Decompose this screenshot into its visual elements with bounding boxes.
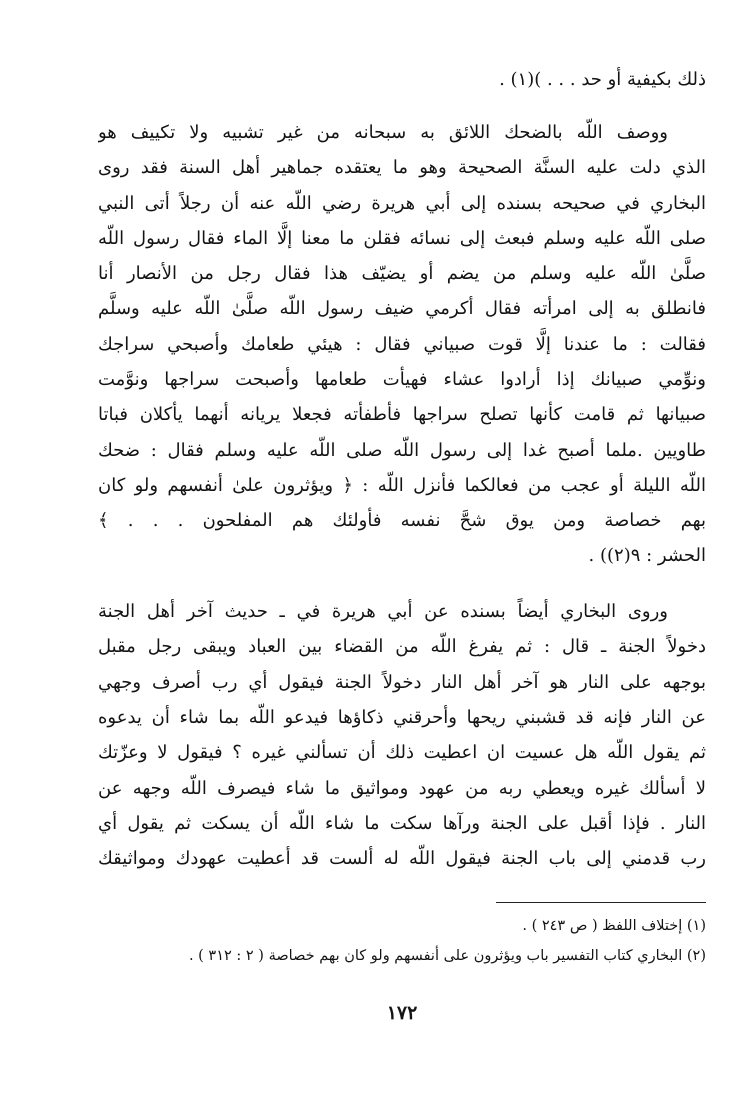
text-line: بهم خصاصة ومن يوق شحَّ نفسه فأولئك هم المفلحون . . . ﴾ <box>98 510 706 531</box>
text-line: فقالت : ما عندنا إلَّا قوت صبياني فقال : هيئي طعامك وأصبحي سراجك <box>98 334 706 355</box>
footnote: (٢) البخاري كتاب التفسير باب ويؤثرون على أنفسهم ولو كان بهم خصاصة ( ٢ : ٣١٢ ) . <box>188 948 706 964</box>
text-line: دخولاً الجنة ـ قال : ثم يفرغ اللّه من القضاء بين العباد ويبقى رجل مقبل <box>98 636 706 657</box>
text-line: لا أسألك غيره ويعطي ربه من عهود ومواثيق ما شاء فيصرف اللّه وجهه عن <box>98 778 706 799</box>
page-number: ١٧٢ <box>386 1002 418 1024</box>
text-line: ثم يقول اللّه هل عسيت ان اعطيت ذلك أن تسألني غيره ؟ فيقول لا وعزّتك <box>98 742 706 763</box>
footnote: (١) إختلاف اللفظ ( ص ٢٤٣ ) . <box>522 918 706 934</box>
footnote-divider <box>496 902 706 903</box>
text-line: الذي دلت عليه السنَّة الصحيحة وهو ما يعتقده جماهير أهل السنة فقد روى <box>98 157 706 178</box>
text-line: ونوِّمي صبيانك إذا أرادوا عشاء فهيأت طعامها وأصبحت سراجها ونوَّمت <box>98 369 706 390</box>
text-line: النار . فإذا أقبل على الجنة ورآها سكت ما شاء اللّه أن يسكت ثم يقول أي <box>98 813 706 834</box>
text-line: ووصف اللّه بالضحك اللائق به سبحانه من غير تشبيه ولا تكييف هو <box>98 122 668 143</box>
text-line: البخاري في صحيحه بسنده إلى أبي هريرة رضي اللّه عنه أن رجلاً أتى النبي <box>98 193 706 214</box>
text-line: رب قدمني إلى باب الجنة فيقول اللّه له ألست قد أعطيت عهودك ومواثيقك <box>98 848 706 869</box>
text-line: صبيانها ثم قامت كأنها تصلح سراجها فأطفأته فجعلا يريانه أنهما يأكلان فباتا <box>98 404 706 425</box>
text-line: بوجهه على النار هو آخر أهل النار دخولاً الجنة فيقول أي رب أصرف وجهي <box>98 672 706 693</box>
text-line: طاويين .ملما أصبح غدا إلى رسول اللّه صلى اللّه عليه وسلم فقال : ضحك <box>98 440 706 461</box>
text-line: صلَّىٰ اللّه عليه وسلم من يضم أو يضيّف هذا فقال رجل من الأنصار أنا <box>98 263 706 284</box>
text-line: عن النار فإنه قد قشبني ريحها وأحرقني ذكاؤها فيدعو اللّه بما شاء أن يدعوه <box>98 707 706 728</box>
text-line: صلى اللّه عليه وسلم فبعث إلى نسائه فقلن ما معنا إلَّا الماء فقال رسول اللّه <box>98 228 706 249</box>
text-line: الحشر : ٩(٢)) . <box>588 545 706 566</box>
text-line: فانطلق به إلى امرأته فقال أكرمي ضيف رسول اللّه صلَّىٰ اللّه عليه وسلَّم <box>98 298 706 319</box>
text-line: وروى البخاري أيضاً بسنده عن أبي هريرة في ـ حديث آخر أهل الجنة <box>98 601 668 622</box>
text-line: اللّه الليلة أو عجب من فعالكما فأنزل اللّه : ﴿ ويؤثرون علىٰ أنفسهم ولو كان <box>98 475 706 496</box>
text-line: ذلك بكيفية أو حد . . . )(١) . <box>499 69 706 90</box>
book-page <box>98 62 706 1052</box>
